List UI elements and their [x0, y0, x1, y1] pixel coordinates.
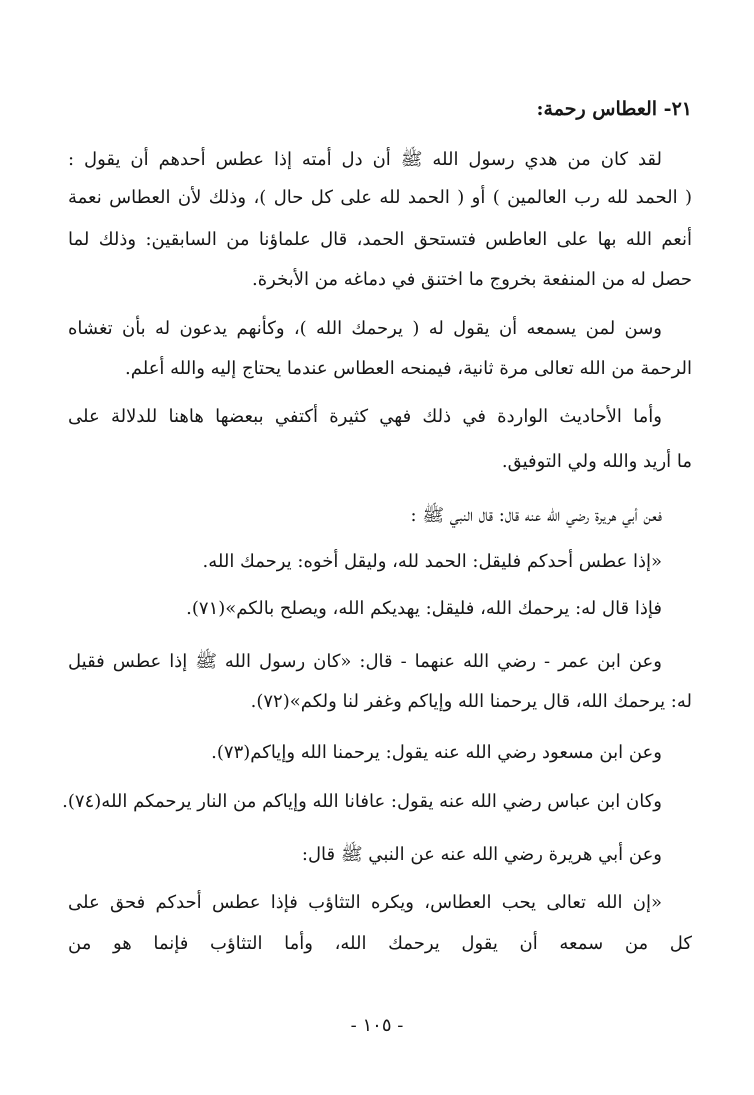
text-line-12: وعن ابن عمر - رضي الله عنهما - قال: «كان رسول الله ﷺ إذا عطس فقيل	[68, 651, 662, 672]
text-line-18: كل من سمعه أن يقول يرحمك الله، وأما التثاؤب فإنما هو من	[68, 933, 692, 954]
text-line-3: أنعم الله بها على العاطس فتستحق الحمد، قال علماؤنا من السابقين: وذلك لما	[68, 229, 692, 250]
text-line-10: «إذا عطس أحدكم فليقل: الحمد لله، وليقل أخوه: يرحمك الله.	[202, 551, 662, 572]
text-line-9: فعن أبي هريرة رضي الله عنه قال: قال النبي ﷺ :	[410, 505, 662, 526]
section-heading: ٢١- العطاس رحمة:	[536, 98, 692, 120]
text-line-13: له: يرحمك الله، قال يرحمنا الله وإياكم وغفر لنا ولكم»(٧٢).	[250, 691, 692, 712]
page-number: - ١٠٥ -	[350, 1015, 404, 1036]
text-line-17: «إن الله تعالى يحب العطاس، ويكره التثاؤب فإذا عطس أحدكم فحق على	[68, 892, 662, 913]
text-line-11: فإذا قال له: يرحمك الله، فليقل: يهديكم الله، ويصلح بالكم»(٧١).	[186, 598, 662, 619]
text-line-14: وعن ابن مسعود رضي الله عنه يقول: يرحمنا الله وإياكم(٧٣).	[211, 742, 662, 763]
text-line-15: وكان ابن عباس رضي الله عنه يقول: عافانا الله وإياكم من النار يرحمكم الله(٧٤).	[62, 791, 662, 812]
text-line-8: ما أريد والله ولي التوفيق.	[501, 451, 692, 472]
text-line-7: وأما الأحاديث الواردة في ذلك فهي كثيرة أكتفي ببعضها هاهنا للدلالة على	[68, 406, 662, 427]
text-line-4: حصل له من المنفعة بخروج ما اختنق في دماغه من الأبخرة.	[252, 269, 692, 290]
text-line-2: ( الحمد لله رب العالمين ) أو ( الحمد لله على كل حال )، وذلك لأن العطاس نعمة	[68, 187, 692, 208]
text-line-5: وسن لمن يسمعه أن يقول له ( يرحمك الله )، وكأنهم يدعون له بأن تغشاه	[68, 318, 662, 339]
text-line-16: وعن أبي هريرة رضي الله عنه عن النبي ﷺ قال:	[301, 844, 662, 865]
text-line-6: الرحمة من الله تعالى مرة ثانية، فيمنحه العطاس عندما يحتاج إليه والله أعلم.	[125, 358, 692, 379]
text-line-1: لقد كان من هدي رسول الله ﷺ أن دل أمته إذا عطس أحدهم أن يقول :	[68, 149, 662, 170]
